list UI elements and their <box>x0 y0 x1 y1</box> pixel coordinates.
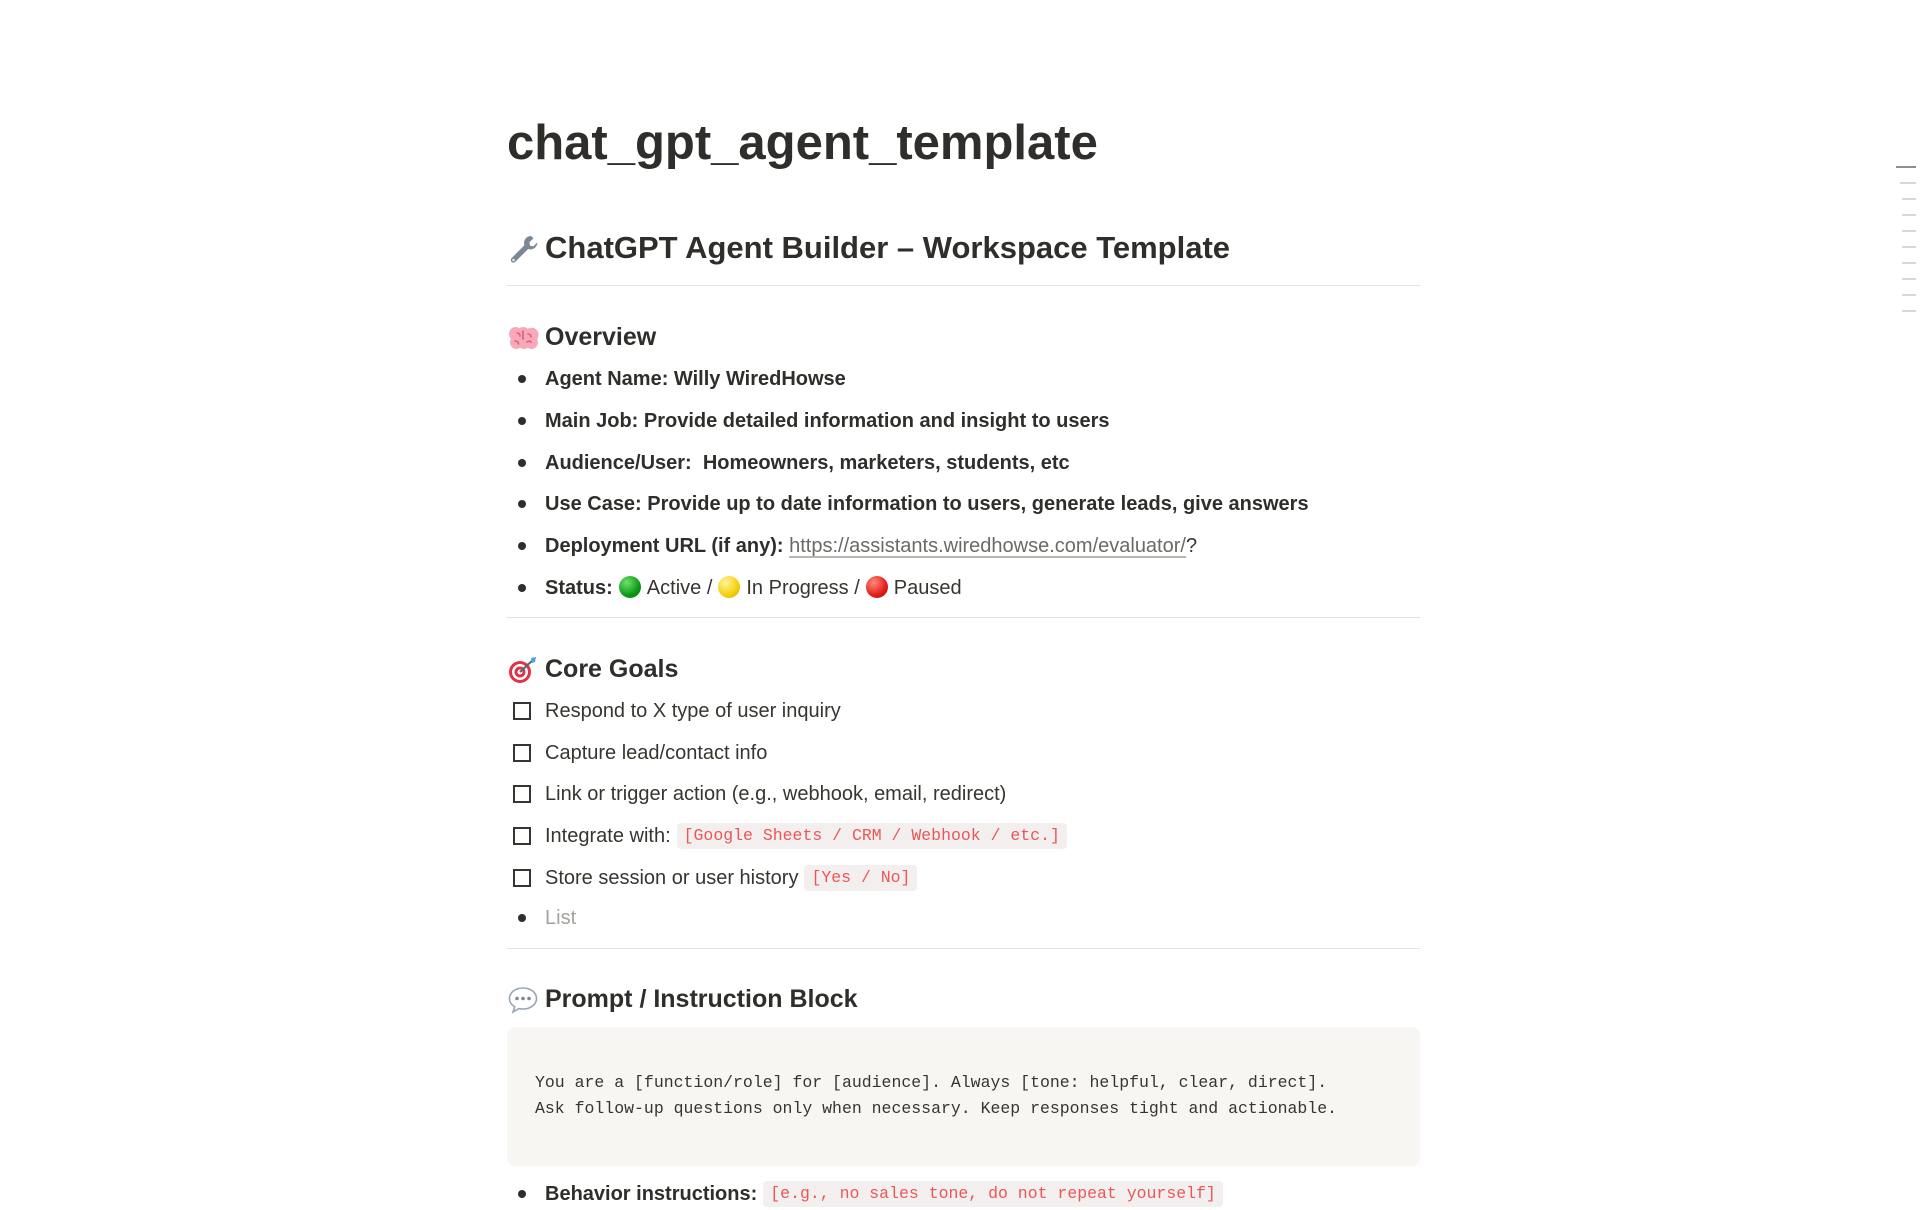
toc-line[interactable] <box>1902 214 1916 216</box>
list-item-behavior[interactable]: Behavior instructions: [e.g., no sales tone, do not repeat yourself] <box>507 1178 1223 1210</box>
divider <box>507 617 1420 618</box>
green-circle-icon <box>619 576 641 598</box>
yellow-circle-icon <box>718 576 740 598</box>
toc-line[interactable] <box>1902 294 1916 296</box>
wrench-icon <box>507 226 545 270</box>
todo-item[interactable]: Store session or user history [Yes / No] <box>507 862 917 894</box>
toc-line[interactable] <box>1902 278 1916 280</box>
bullet-dot <box>518 375 526 383</box>
core-goals-heading[interactable]: Core Goals <box>507 651 678 687</box>
main-heading-text: ChatGPT Agent Builder – Workspace Template <box>545 230 1231 265</box>
todo-checkbox[interactable] <box>513 785 531 803</box>
list-item-placeholder[interactable]: List <box>507 902 576 934</box>
list-item[interactable]: Audience/User: Homeowners, marketers, students, etc <box>507 447 1070 479</box>
toc-line[interactable] <box>1902 246 1916 248</box>
bullet-dot <box>518 417 526 425</box>
todo-checkbox[interactable] <box>513 744 531 762</box>
bullet-dot <box>518 542 526 550</box>
toc-line[interactable] <box>1902 230 1916 232</box>
bullet-dot <box>518 914 526 922</box>
divider <box>507 285 1420 286</box>
target-icon <box>507 651 545 687</box>
deployment-url-link[interactable]: https://assistants.wiredhowse.com/evaluator/ <box>789 535 1186 557</box>
red-circle-icon <box>866 576 888 598</box>
list-item-deployment[interactable]: Deployment URL (if any): https://assistants.wiredhowse.com/evaluator/ ? <box>507 530 1197 562</box>
list-item-status[interactable]: Status: Active / In Progress / Paused <box>507 572 962 604</box>
brain-icon <box>507 319 545 355</box>
bullet-dot <box>518 584 526 592</box>
toc-line[interactable] <box>1900 182 1916 184</box>
bullet-dot <box>518 1190 526 1198</box>
divider <box>507 948 1420 949</box>
list-item[interactable]: Use Case: Provide up to date information to users, generate leads, give answers <box>507 488 1309 520</box>
speech-bubble-icon <box>507 981 545 1017</box>
inline-code: [Yes / No] <box>804 865 917 891</box>
page-title[interactable]: chat_gpt_agent_template <box>507 116 1098 170</box>
toc-line[interactable] <box>1902 262 1916 264</box>
list-item[interactable]: Main Job: Provide detailed information and insight to users <box>507 405 1110 437</box>
todo-item[interactable]: Link or trigger action (e.g., webhook, email, redirect) <box>507 778 1006 810</box>
inline-code: [e.g., no sales tone, do not repeat yourself] <box>763 1181 1223 1207</box>
bullet-dot <box>518 500 526 508</box>
list-item[interactable]: Agent Name: Willy WiredHowse <box>507 363 846 395</box>
toc-line-active[interactable] <box>1896 166 1916 168</box>
prompt-heading[interactable]: Prompt / Instruction Block <box>507 981 858 1017</box>
todo-item[interactable]: Respond to X type of user inquiry <box>507 695 841 727</box>
todo-item[interactable]: Capture lead/contact info <box>507 737 767 769</box>
todo-checkbox[interactable] <box>513 869 531 887</box>
main-heading[interactable] <box>507 226 1230 270</box>
prompt-code-block[interactable]: You are a [function/role] for [audience]. Always [tone: helpful, clear, direct]. Ask follow-up questions only when necessary. Keep responses tight and actionable. <box>507 1027 1420 1166</box>
todo-checkbox[interactable] <box>513 827 531 845</box>
toc-line[interactable] <box>1902 310 1916 312</box>
table-of-contents-minimap[interactable] <box>1896 166 1916 326</box>
todo-checkbox[interactable] <box>513 702 531 720</box>
inline-code: [Google Sheets / CRM / Webhook / etc.] <box>677 823 1067 849</box>
bullet-dot <box>518 459 526 467</box>
todo-item[interactable]: Integrate with: [Google Sheets / CRM / Webhook / etc.] <box>507 820 1067 852</box>
overview-heading[interactable]: Overview <box>507 319 656 355</box>
toc-line[interactable] <box>1902 198 1916 200</box>
